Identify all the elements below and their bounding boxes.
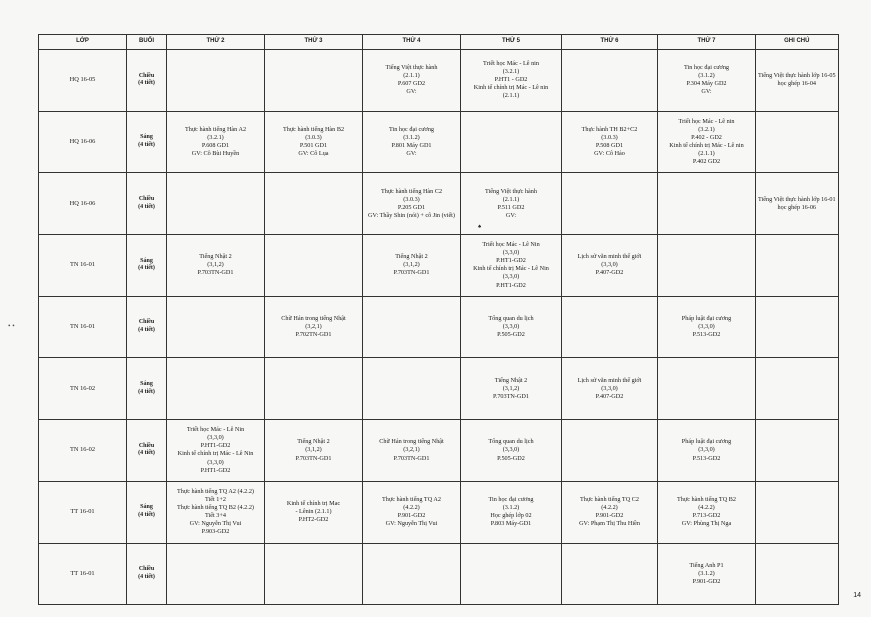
course-cell: [562, 358, 658, 420]
course-line: P.HT1 - GD2: [494, 76, 528, 84]
course-cell: [265, 358, 363, 420]
session-line: (4 tiết): [138, 450, 155, 457]
course-line: Tiếng Nhật 2: [494, 376, 528, 384]
course-line: (3,1,2): [502, 384, 520, 392]
course-line: Tiếng Việt thực hành: [385, 64, 438, 72]
course-line: P.505-GD2: [497, 454, 525, 462]
course-cell: [658, 543, 756, 605]
course-cell: [363, 173, 461, 235]
course-line: Triết học Mác - Lê Nin: [482, 241, 540, 249]
note-cell: [756, 358, 839, 420]
course-line: (2.1.1): [403, 72, 420, 80]
course-line: (3.0.3): [601, 133, 618, 141]
course-line: (3,1,2): [403, 261, 420, 269]
course-cell: [265, 420, 363, 482]
course-cell: [265, 50, 363, 112]
session-cell: [127, 358, 167, 420]
course-line: (3,3,0): [502, 273, 520, 281]
session-line: (4 tiết): [138, 265, 155, 272]
session-line: Chiều: [138, 566, 155, 573]
header-thu-4: THỨ 4: [363, 35, 461, 50]
course-line: - Lênin (2.1.1): [295, 508, 332, 516]
class-code-cell: HQ 16-06: [39, 173, 127, 235]
course-cell: [658, 481, 756, 543]
course-line: (3,1,2): [207, 261, 224, 269]
table-row: [39, 543, 839, 605]
course-line: P.511 GD2: [497, 203, 525, 211]
course-line: (3.2.1): [207, 133, 224, 141]
course-cell: [562, 420, 658, 482]
class-code-cell: TT 16-01: [39, 481, 127, 543]
note-cell: [756, 420, 839, 482]
table-row: [39, 50, 839, 112]
course-line: Tiếng Anh P1: [689, 561, 724, 569]
course-cell: [658, 235, 756, 297]
course-line: GV: Thầy Shin (nói) + cô Jin (viết): [368, 211, 455, 219]
course-line: Thực hành tiếng TQ B2 (4.2.2): [177, 504, 254, 512]
course-line: P.508 GD1: [595, 142, 624, 150]
scan-mark: • •: [8, 322, 15, 330]
course-line: Tiếng Việt thực hành: [485, 187, 537, 195]
course-cell: [461, 235, 562, 297]
session-cell: [127, 111, 167, 173]
session-line: (4 tiết): [138, 203, 155, 210]
course-line: Thực hành tiếng TQ C2: [580, 496, 639, 504]
course-cell: [658, 111, 756, 173]
course-cell: [265, 296, 363, 358]
course-line: Thực hành tiếng Hàn A2: [184, 125, 247, 133]
course-line: Thực hành tiếng TQ A2: [382, 496, 441, 504]
session-line: Sáng: [140, 257, 153, 264]
table-row: [39, 481, 839, 543]
session-cell: [127, 50, 167, 112]
session-cell: [127, 420, 167, 482]
course-line: (3,3,0): [601, 384, 618, 392]
course-line: (2.1.1): [502, 92, 520, 100]
course-line: Pháp luật đại cương: [681, 315, 732, 322]
course-line: (3.1.2): [698, 72, 715, 80]
course-line: Tổng quan du lịch: [488, 315, 534, 322]
course-line: (3,3,0): [601, 261, 618, 269]
table-row: [39, 111, 839, 173]
course-line: P.608 GD1: [201, 142, 230, 150]
course-line: (3.0.3): [403, 195, 420, 203]
course-line: P.803 Máy-GD1: [490, 520, 532, 528]
scan-dot: ♠: [478, 224, 482, 230]
session-line: Sáng: [140, 134, 153, 141]
course-line: (4.2.2): [601, 504, 618, 512]
course-line: P.HT1-GD2: [200, 442, 231, 450]
course-line: P.513-GD2: [692, 454, 721, 462]
course-cell: [363, 50, 461, 112]
course-cell: [363, 296, 461, 358]
course-cell: [167, 358, 265, 420]
course-line: GV:: [505, 211, 517, 219]
course-cell: [461, 420, 562, 482]
course-cell: [167, 543, 265, 605]
course-line: Triết học Mác - Lê Nin: [186, 426, 245, 434]
header-ghi-chu: GHI CHÚ: [756, 35, 839, 50]
table-row: [39, 296, 839, 358]
course-line: Kinh tế chính trị Mác - Lê Nin: [473, 265, 549, 273]
header-thu-6: THỨ 6: [562, 35, 658, 50]
session-line: Chiều: [138, 442, 155, 449]
course-line: GV:: [701, 88, 712, 96]
course-line: (3,1,2): [305, 446, 322, 454]
course-line: Tổng quan du lịch: [488, 438, 534, 446]
session-line: (4 tiết): [138, 573, 155, 580]
course-line: (3.1.2): [698, 569, 715, 577]
course-line: Kinh tế chính trị Mac: [286, 500, 341, 508]
session-cell: [127, 481, 167, 543]
course-line: Tin học đại cương: [488, 496, 534, 504]
course-line: Tin học đại cương: [388, 125, 435, 133]
note-cell: [756, 543, 839, 605]
course-line: (3.2.1): [698, 125, 715, 133]
course-cell: [363, 420, 461, 482]
course-line: P.607 GD2: [397, 80, 426, 88]
course-cell: [363, 543, 461, 605]
class-code-cell: HQ 16-06: [39, 111, 127, 173]
course-line: P.HT1-GD2: [200, 466, 231, 474]
course-cell: [265, 173, 363, 235]
course-line: P.205 GD1: [397, 203, 426, 211]
course-cell: [562, 173, 658, 235]
course-line: Chữ Hán trong tiếng Nhật: [281, 315, 346, 322]
schedule-table: [38, 34, 839, 605]
course-line: (3,3,0): [502, 446, 520, 454]
table-row: [39, 235, 839, 297]
course-cell: [562, 543, 658, 605]
session-line: Sáng: [140, 380, 153, 387]
note-line: Tiếng Việt thực hành lớp 16-05: [758, 72, 836, 80]
course-line: Pháp luật đại cương: [681, 438, 732, 446]
note-line: Tiếng Việt thực hành lớp 16-01: [758, 195, 836, 203]
course-line: P.407-GD2: [595, 392, 624, 400]
course-line: (3.1.2): [502, 504, 520, 512]
course-line: GV:: [406, 88, 417, 96]
session-line: Sáng: [140, 504, 153, 511]
course-line: Tiết 3+4: [205, 512, 226, 520]
course-line: P.713-GD2: [692, 512, 721, 520]
course-cell: [363, 111, 461, 173]
note-cell: [756, 481, 839, 543]
page-number: 14: [853, 592, 861, 599]
course-line: P.513-GD2: [692, 331, 721, 339]
course-line: (3,2,1): [305, 323, 322, 331]
note-cell: [756, 296, 839, 358]
course-cell: [562, 235, 658, 297]
course-line: P.402 - GD2: [691, 133, 722, 141]
course-line: GV: Cô Hảo: [594, 150, 625, 158]
course-cell: [562, 481, 658, 543]
course-cell: [562, 50, 658, 112]
course-line: (3,3,0): [502, 249, 520, 257]
course-line: P.703TN-GD1: [295, 454, 332, 462]
course-line: (3.1.2): [403, 133, 420, 141]
note-cell: [756, 111, 839, 173]
course-cell: [363, 481, 461, 543]
course-line: P.903-GD2: [201, 528, 230, 536]
course-line: P.402 GD2: [692, 158, 721, 166]
course-line: Tiếng Nhật 2: [297, 438, 330, 446]
course-line: Thực hành tiếng TQ B2: [677, 496, 736, 504]
course-line: (3.0.3): [305, 133, 322, 141]
course-line: (3,3,0): [207, 458, 224, 466]
course-line: Kinh tế chính trị Mác - Lê nin: [473, 84, 549, 92]
course-line: (3.2.1): [502, 68, 520, 76]
course-line: Thực hành TH B2+C2: [581, 125, 638, 133]
note-line: học ghép 16-06: [777, 203, 817, 211]
course-cell: [167, 235, 265, 297]
course-line: Tin học đại cương: [683, 64, 730, 72]
note-cell: [756, 173, 839, 235]
course-cell: [167, 111, 265, 173]
course-line: (2.1.1): [698, 150, 715, 158]
course-line: GV: Cô Lụa: [298, 150, 329, 158]
course-line: Tiếng Nhật 2: [199, 253, 232, 261]
course-line: GV: Cô Bùi Huyền: [191, 150, 240, 158]
header-thu-2: THỨ 2: [167, 35, 265, 50]
course-line: P.801 Máy GD1: [391, 142, 432, 150]
course-cell: [265, 543, 363, 605]
course-cell: [658, 420, 756, 482]
course-cell: [658, 358, 756, 420]
course-line: Tiết 1+2: [205, 496, 226, 504]
course-cell: [363, 235, 461, 297]
course-line: P.HT1-GD2: [496, 257, 526, 265]
course-line: P.304 Máy GD2: [686, 80, 727, 88]
course-line: P.407-GD2: [595, 269, 624, 277]
header-buoi: BUỔI: [127, 35, 167, 50]
course-cell: [265, 111, 363, 173]
course-line: (2.1.1): [502, 195, 520, 203]
course-line: P.703TN-GD1: [393, 454, 430, 462]
schedule-body: [39, 50, 839, 605]
session-line: Chiều: [138, 195, 155, 202]
course-line: Lịch sử văn minh thế giới: [577, 376, 642, 384]
course-cell: [167, 50, 265, 112]
course-line: P.703TN-GD1: [493, 392, 529, 400]
course-line: (3,3,0): [502, 323, 520, 331]
course-line: GV: Nguyễn Thị Vui: [385, 520, 438, 528]
header-thu-7: THỨ 7: [658, 35, 756, 50]
course-line: P.703TN-GD1: [197, 269, 234, 277]
course-line: P.HT1-GD2: [496, 281, 526, 289]
course-line: Thực hành tiếng Hàn C2: [380, 187, 443, 195]
course-cell: [265, 481, 363, 543]
course-line: P.901-GD2: [595, 512, 624, 520]
course-line: GV: Phạm Thị Thu Hiền: [579, 520, 640, 528]
course-line: GV: Phùng Thị Nga: [681, 520, 732, 528]
course-line: P.702TN-GD1: [295, 331, 332, 339]
class-code-cell: TT 16-01: [39, 543, 127, 605]
class-code-cell: TN 16-02: [39, 420, 127, 482]
session-line: Chiều: [138, 72, 155, 79]
course-cell: [562, 296, 658, 358]
session-line: Chiều: [138, 319, 155, 326]
table-row: [39, 173, 839, 235]
course-line: Kinh tế chính trị Mác - Lê nin: [669, 142, 744, 150]
session-cell: [127, 235, 167, 297]
course-line: Tiếng Nhật 2: [395, 253, 428, 261]
class-code-cell: TN 16-02: [39, 358, 127, 420]
header-thu-3: THỨ 3: [265, 35, 363, 50]
header-thu-5: THỨ 5: [461, 35, 562, 50]
session-cell: [127, 173, 167, 235]
course-cell: [461, 173, 562, 235]
course-line: Lịch sử văn minh thế giới: [577, 253, 642, 261]
class-code-cell: TN 16-01: [39, 235, 127, 297]
session-line: (4 tiết): [138, 388, 155, 395]
course-line: (4.2.2): [698, 504, 715, 512]
session-line: (4 tiết): [138, 512, 155, 519]
course-line: P.901-GD2: [692, 577, 721, 585]
note-cell: [756, 50, 839, 112]
course-line: (4.2.2): [403, 504, 420, 512]
course-line: GV: Nguyễn Thị Vui: [189, 520, 242, 528]
course-cell: [562, 111, 658, 173]
class-code-cell: TN 16-01: [39, 296, 127, 358]
session-cell: [127, 543, 167, 605]
course-line: Thực hành tiếng Hàn B2: [282, 125, 345, 133]
session-line: (4 tiết): [138, 327, 155, 334]
course-cell: [363, 358, 461, 420]
course-cell: [461, 543, 562, 605]
table-row: [39, 358, 839, 420]
course-cell: [167, 481, 265, 543]
note-line: học ghép 16-04: [777, 80, 817, 88]
course-line: (3,3,0): [698, 446, 715, 454]
course-line: P.505-GD2: [497, 331, 525, 339]
course-cell: [658, 50, 756, 112]
course-line: P.703TN-GD1: [393, 269, 430, 277]
course-cell: [167, 173, 265, 235]
course-line: P.901-GD2: [397, 512, 426, 520]
course-cell: [461, 50, 562, 112]
course-cell: [167, 296, 265, 358]
course-line: GV:: [406, 150, 417, 158]
course-line: (3,3,0): [207, 434, 224, 442]
course-cell: [461, 358, 562, 420]
session-line: (4 tiết): [138, 142, 155, 149]
course-line: Triết học Mác - Lê nin: [483, 60, 539, 68]
course-cell: [461, 111, 562, 173]
course-cell: [461, 481, 562, 543]
note-cell: [756, 235, 839, 297]
header-lop: LỚP: [39, 35, 127, 50]
course-line: (3,3,0): [698, 323, 715, 331]
course-line: (3,2,1): [403, 446, 420, 454]
course-line: Học ghép lớp 02: [490, 512, 532, 520]
course-cell: [461, 296, 562, 358]
header-row: [39, 35, 839, 50]
session-cell: [127, 296, 167, 358]
course-line: Kinh tế chính trị Mác - Lê Nin: [177, 450, 254, 458]
course-cell: [265, 235, 363, 297]
course-cell: [658, 296, 756, 358]
course-cell: [658, 173, 756, 235]
course-line: Chữ Hán trong tiếng Nhật: [379, 438, 444, 446]
session-line: (4 tiết): [138, 80, 155, 87]
table-row: [39, 420, 839, 482]
course-line: P.501 GD1: [299, 142, 328, 150]
course-line: P.HT2-GD2: [298, 516, 329, 524]
course-line: Thực hành tiếng TQ A2 (4.2.2): [177, 487, 254, 495]
course-line: Triết học Mác - Lê nin: [678, 117, 735, 125]
course-cell: [167, 420, 265, 482]
class-code-cell: HQ 16-05: [39, 50, 127, 112]
